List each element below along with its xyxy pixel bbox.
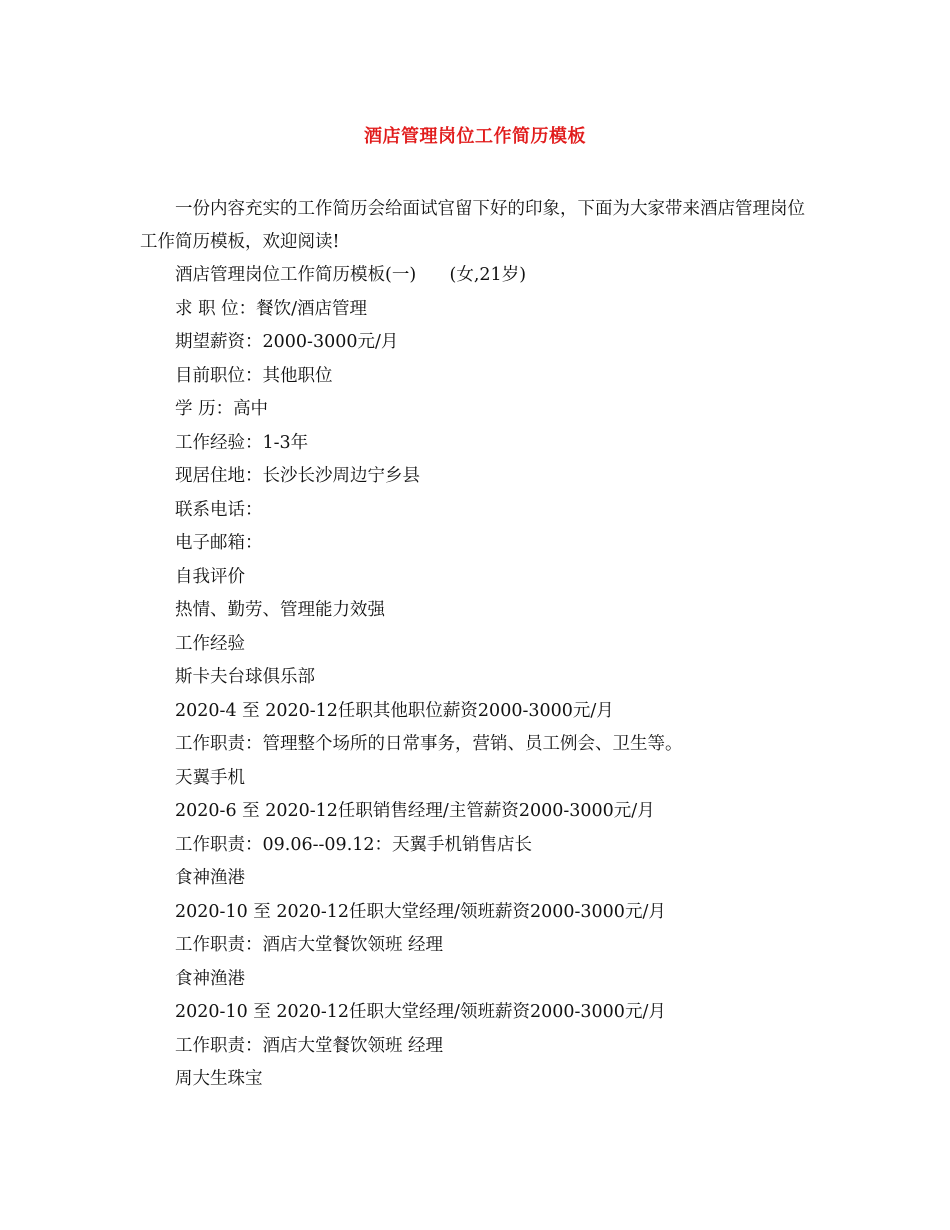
resume-line: 电子邮箱： [175, 533, 263, 553]
resume-line: 2020-4 至 2020-12任职其他职位薪资2000-3000元/月 [175, 700, 614, 721]
resume-line: 期望薪资：2000-3000元/月 [175, 332, 399, 352]
resume-line: 现居住地：长沙长沙周边宁乡县 [175, 466, 420, 486]
resume-line: 工作经验 [175, 633, 245, 654]
resume-line: 热情、勤劳、管理能力效强 [175, 600, 385, 620]
resume-line: 周大生珠宝 [175, 1069, 263, 1089]
resume-line: 2020-6 至 2020-12任职销售经理/主管薪资2000-3000元/月 [175, 801, 655, 821]
resume-line: 斯卡夫台球俱乐部 [175, 667, 315, 687]
resume-line: 2020-10 至 2020-12任职大堂经理/领班薪资2000-3000元/月 [175, 901, 666, 922]
resume-line: 自我评价 [175, 566, 245, 587]
resume-line: 工作经验：1-3年 [175, 432, 309, 453]
resume-line: 2020-10 至 2020-12任职大堂经理/领班薪资2000-3000元/月 [175, 1002, 666, 1022]
resume-line: 食神渔港 [175, 868, 245, 888]
resume-line: 食神渔港 [175, 968, 245, 989]
intro-paragraph: 一份内容充实的工作简历会给面试官留下好的印象，下面为大家带来酒店管理岗位工作简历模板，欢迎阅读! [140, 199, 805, 252]
resume-lines [175, 259, 855, 1097]
resume-line: 工作职责：09.06--09.12：天翼手机销售店长 [175, 834, 533, 855]
resume-line: 酒店管理岗位工作简历模板(一) (女,21岁) [175, 265, 527, 285]
resume-line: 工作职责：酒店大堂餐饮领班 经理 [175, 935, 444, 955]
document-title: 酒店管理岗位工作简历模板 [364, 126, 586, 147]
resume-line: 天翼手机 [175, 767, 245, 788]
resume-line: 联系电话： [175, 499, 263, 520]
resume-line: 工作职责：酒店大堂餐饮领班 经理 [175, 1035, 444, 1056]
resume-line: 工作职责：管理整个场所的日常事务，营销、员工例会、卫生等。 [175, 734, 683, 754]
resume-line: 学 历：高中 [175, 399, 269, 419]
resume-line: 目前职位：其他职位 [175, 365, 333, 386]
resume-line: 求 职 位：餐饮/酒店管理 [175, 298, 368, 319]
